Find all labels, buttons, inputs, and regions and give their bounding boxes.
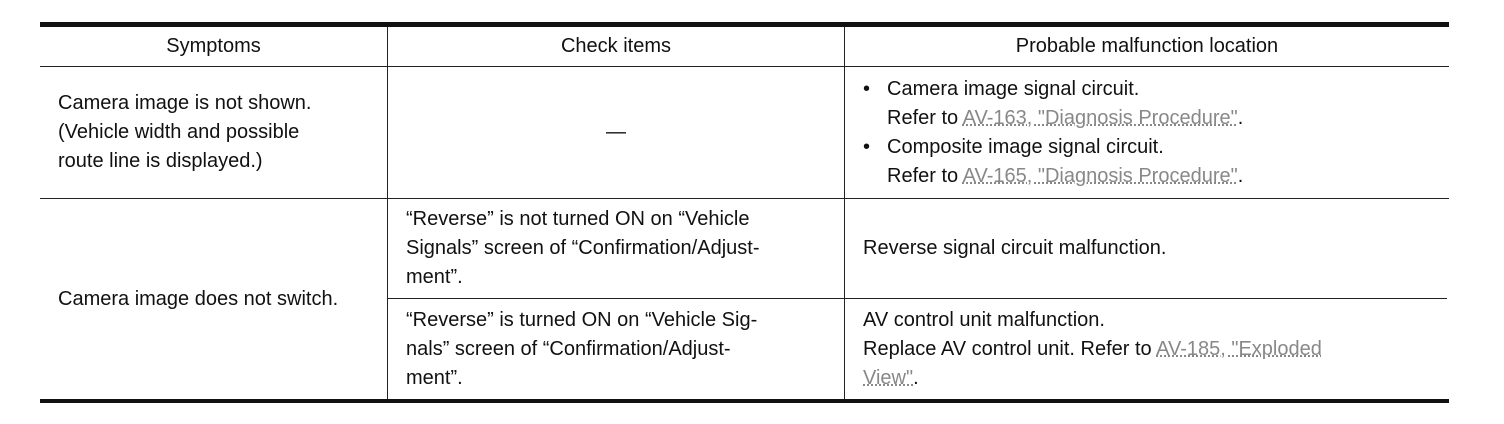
symptom-line: (Vehicle width and possible (58, 121, 300, 143)
probable-location-cell (845, 67, 1449, 198)
symptom-text: Camera image does not switch. (58, 287, 339, 310)
reference-link-av185[interactable]: AV-185, "Exploded (1156, 337, 1322, 360)
reference-link-av163[interactable]: AV-163, "Diagnosis Procedure" (962, 106, 1238, 129)
check-line: “Reverse” is not turned ON on “Vehicle (406, 208, 750, 230)
refer-line (863, 364, 1429, 393)
bullet-text: • Camera image signal circuit. (887, 77, 1140, 100)
table-row (388, 199, 1447, 299)
check-line: ment”. (406, 266, 463, 288)
diagnosis-table (40, 22, 1449, 403)
period: . (913, 366, 919, 389)
header-probable-location: Probable malfunction location (1015, 35, 1279, 57)
probable-text: Reverse signal circuit malfunction. (863, 237, 1167, 259)
check-item-cell (388, 299, 845, 399)
header-check-items: Check items (388, 27, 845, 66)
refer-line (887, 104, 1431, 133)
check-line: nals” screen of “Confirmation/Adjust- (406, 337, 731, 360)
check-item-cell (388, 67, 845, 198)
check-item-cell (388, 199, 845, 298)
check-line: ment”. (406, 366, 463, 389)
reference-link-av185-cont[interactable]: View" (863, 366, 914, 389)
probable-location-cell (845, 199, 1447, 298)
symptom-cell (40, 67, 388, 198)
refer-line (863, 335, 1429, 364)
probable-location-list (863, 75, 1431, 191)
refer-text: Refer to (887, 164, 963, 187)
symptom-line: Camera image is not shown. (58, 92, 312, 114)
table-row (40, 67, 1449, 199)
bullet-text: • Composite image signal circuit. (887, 135, 1164, 158)
sub-rows (388, 199, 1447, 399)
probable-location-cell (845, 299, 1447, 399)
reference-link-av165[interactable]: AV-165, "Diagnosis Procedure" (962, 164, 1238, 187)
list-item (863, 133, 1431, 191)
symptom-cell (40, 199, 388, 399)
probable-text: AV control unit malfunction. (863, 308, 1105, 331)
period: . (1237, 164, 1244, 187)
header-symptoms: Symptoms (40, 27, 388, 66)
refer-line (887, 162, 1431, 191)
table-row-group (40, 199, 1449, 399)
check-line: “Reverse” is turned ON on “Vehicle Sig- (406, 308, 758, 331)
refer-text: Replace AV control unit. Refer to (863, 337, 1157, 360)
check-line: Signals” screen of “Confirmation/Adjust- (406, 237, 760, 259)
symptom-line: route line is displayed.) (58, 150, 263, 172)
table-row (388, 299, 1447, 399)
table-header-row (40, 27, 1449, 67)
period: . (1237, 106, 1244, 129)
refer-text: Refer to (887, 106, 963, 129)
list-item (863, 75, 1431, 133)
dash-placeholder: — (606, 121, 626, 143)
